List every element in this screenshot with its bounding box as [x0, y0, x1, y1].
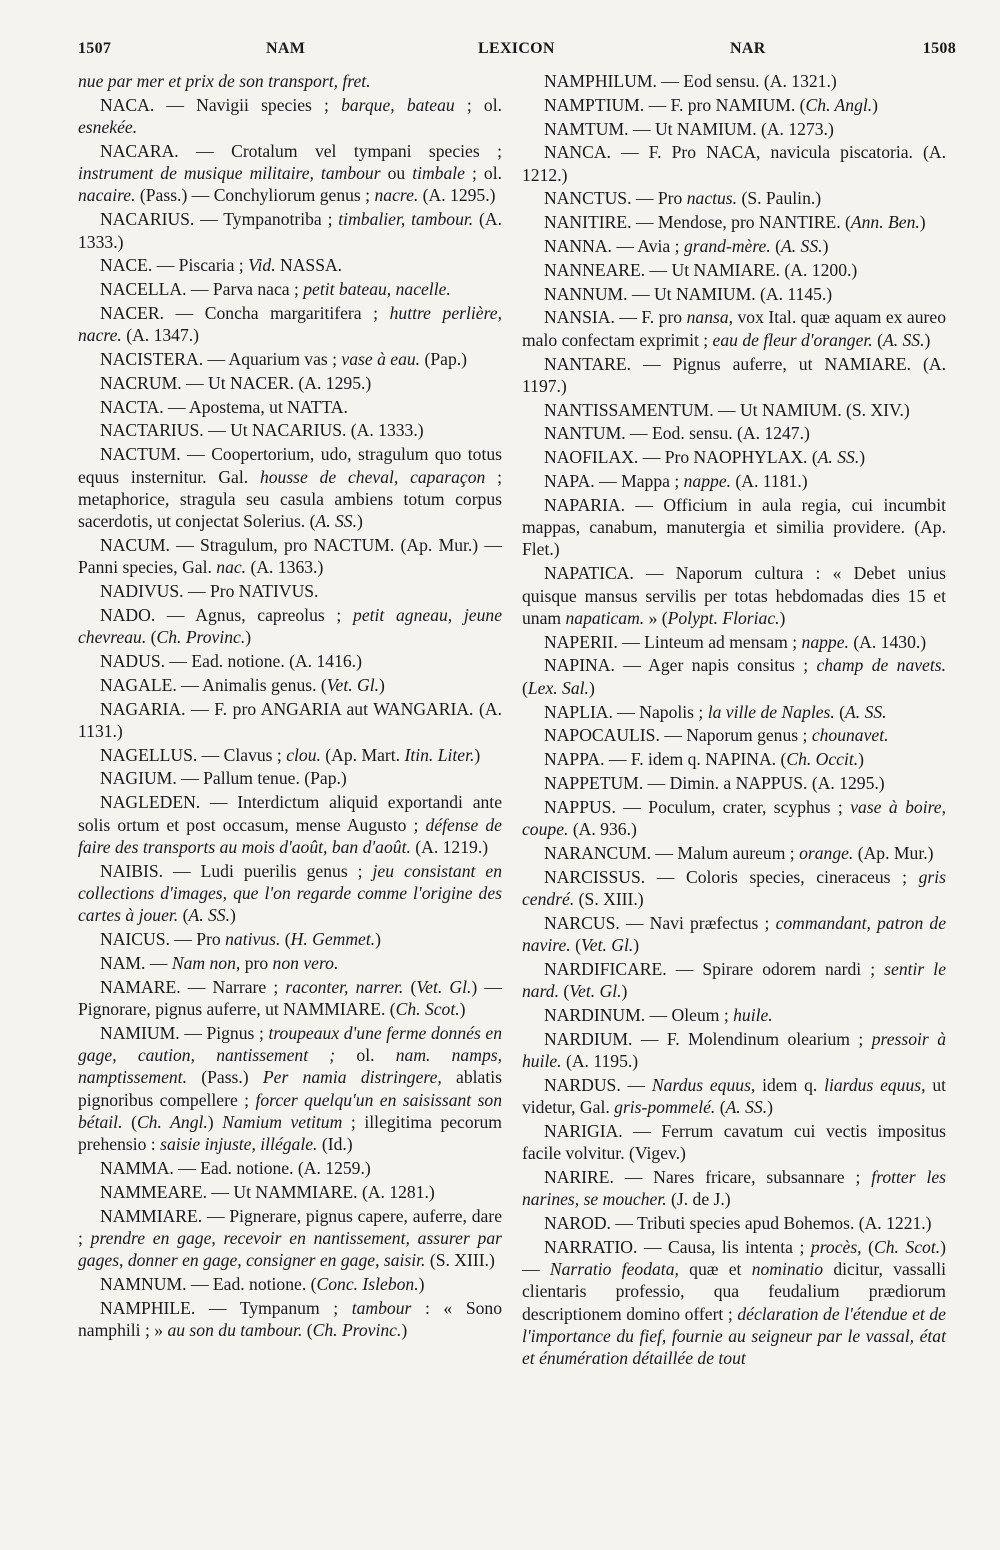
entry-text: quæ et — [678, 1259, 752, 1280]
entry-text: ) — [924, 329, 931, 350]
entry-text: idem q. — [755, 1074, 825, 1095]
dictionary-entry — [522, 94, 946, 116]
entry-text: ( — [715, 1097, 726, 1118]
entry-gloss-italic: pressoir à huile. — [522, 1028, 946, 1071]
entry-text: (A. 1363.) — [246, 557, 324, 578]
dictionary-entry — [78, 396, 502, 418]
dictionary-entry — [78, 650, 502, 672]
entry-text: NACRUM. — Ut NACER. (A. 1295.) — [100, 372, 372, 393]
entry-gloss-italic: A. SS. — [882, 329, 925, 350]
dictionary-entry — [522, 1028, 946, 1073]
entry-gloss-italic: Ch. Provinc. — [312, 1320, 402, 1341]
entry-text: ; ol. — [454, 94, 502, 115]
entry-text: ( — [861, 1236, 874, 1257]
entry-text: ( — [302, 1320, 313, 1341]
entry-gloss-italic: Nardus equus, — [651, 1074, 756, 1095]
entry-text: ) — [633, 934, 640, 955]
entry-gloss-italic: timbalier, tambour. — [338, 209, 474, 230]
entry-gloss-italic: raconter, narrer. — [285, 976, 404, 997]
entry-gloss-italic: nativus. — [225, 928, 281, 949]
dictionary-entry — [78, 254, 502, 276]
entry-text: NARDIFICARE. — Spirare odorem nardi ; — [544, 958, 885, 979]
entry-text: ) — — [522, 1236, 946, 1280]
entry-text: ) — [474, 744, 481, 765]
entry-text: ) — [919, 212, 926, 233]
entry-gloss-italic: non vero. — [272, 952, 339, 973]
entry-text: NACELLA. — Parva naca ; — [100, 279, 304, 300]
entry-text: ( — [558, 981, 570, 1002]
entry-text: NAMNUM. — Ead. notione. ( — [100, 1273, 317, 1294]
entry-text: NANNUM. — Ut NAMIUM. (A. 1145.) — [544, 283, 833, 304]
entry-text: : « Sono namphili ; » — [78, 1297, 502, 1341]
dictionary-entry — [78, 208, 502, 253]
entry-gloss-italic: troupeaux d'une ferme donnés en gage, caution, nantissement ; — [78, 1022, 502, 1065]
dictionary-entry — [78, 278, 502, 300]
dictionary-entry — [522, 1166, 946, 1211]
entry-text: NARRATIO. — Causa, lis intenta ; — [544, 1236, 811, 1257]
entry-text: NAOFILAX. — Pro NAOPHYLAX. ( — [544, 447, 818, 468]
entry-text: ) — Pignorare, pignus auferre, ut NAMMIARE. ( — [78, 976, 502, 1019]
right-page-number: 1508 — [922, 40, 956, 57]
dictionary-entry — [522, 306, 946, 351]
entry-gloss-italic: Per namia distringere, — [262, 1067, 442, 1088]
entry-text: NARIGIA. — Ferrum cavatum cui vectis impositus facile volvitur. (Vigev.) — [522, 1120, 946, 1164]
dictionary-entry — [522, 422, 946, 444]
entry-text: NAIBIS. — Ludi puerilis genus ; — [100, 860, 373, 881]
entry-text: NACARIUS. — Tympanotriba ; — [100, 209, 339, 230]
entry-text: NASSA. — [275, 255, 343, 276]
dictionary-entry — [78, 1181, 502, 1203]
entry-text: NANITIRE. — Mendose, pro NANTIRE. ( — [544, 212, 851, 233]
dictionary-entry — [522, 118, 946, 140]
dictionary-entry — [522, 772, 946, 794]
entry-text: NACTARIUS. — Ut NACARIUS. (A. 1333.) — [100, 420, 424, 441]
entry-text: dicitur, vassalli clientaris professio, qua feudalium prædiorum descriptionem domino offert ; — [522, 1259, 946, 1324]
entry-text: NAPA. — Mappa ; — [544, 471, 684, 492]
entry-text: NACARA. — Crotalum vel tympani species ; — [100, 140, 502, 161]
entry-text: ( — [770, 236, 782, 257]
dictionary-entry — [78, 698, 502, 743]
entry-text: NARDINUM. — Oleum ; — [544, 1004, 734, 1025]
entry-gloss-italic: Vet. Gl. — [416, 976, 472, 997]
entry-text: ( — [570, 934, 581, 955]
dictionary-entry — [78, 70, 502, 92]
entry-gloss-italic: nactus. — [686, 188, 738, 209]
entry-text: ; metaphorice, stragula seu casula ambiens totum corpus sacerdotis, ut conjectat Solerius. ( — [78, 466, 502, 532]
dictionary-entry — [78, 94, 502, 139]
entry-gloss-italic: Vet. Gl. — [580, 934, 634, 955]
entry-gloss-italic: nominatio — [751, 1259, 824, 1280]
entry-gloss-italic: frotter les narines, se moucher. — [522, 1166, 946, 1210]
entry-gloss-italic: déclaration de l'étendue et de l'importance du fief, fournie au seigneur par le vassal, état et énumération détaillée de tout — [522, 1303, 946, 1369]
entry-text: (A. 1195.) — [561, 1050, 639, 1071]
dictionary-entry — [522, 187, 946, 209]
dictionary-entry — [78, 1157, 502, 1179]
entry-text: NADO. — Agnus, capreolus ; — [100, 604, 354, 625]
dictionary-entry — [78, 534, 502, 579]
entry-gloss-italic: esnekée. — [78, 117, 138, 138]
entry-gloss-italic: nappe. — [801, 631, 849, 652]
entry-gloss-italic: A. SS. — [781, 236, 823, 257]
entry-text: ) — [822, 236, 829, 257]
dictionary-entry — [522, 748, 946, 770]
entry-gloss-italic: vase à eau. — [341, 349, 421, 370]
entry-gloss-italic: A. SS. — [188, 905, 230, 926]
entry-gloss-italic: eau de fleur d'oranger. — [712, 329, 873, 350]
entry-text: ) — [872, 94, 879, 115]
entry-text: ( — [146, 627, 157, 648]
entry-text: NAPPUS. — Poculum, crater, scyphus ; — [544, 796, 851, 817]
entry-text: (Id.) — [317, 1134, 353, 1155]
entry-text: ) — [858, 749, 865, 770]
dictionary-entry — [522, 912, 946, 957]
dictionary-entry — [78, 767, 502, 789]
entry-gloss-italic: petit bateau, nacelle. — [303, 279, 451, 300]
dictionary-entry — [78, 419, 502, 441]
entry-text: NAGELLUS. — Clavus ; — [100, 744, 287, 765]
entry-text: NARCUS. — Navi præfectus ; — [544, 912, 776, 933]
entry-text: NANCA. — F. Pro NACA, navicula piscatoria. (A. 1212.) — [522, 142, 946, 185]
entry-gloss-italic: liardus equus, — [824, 1074, 926, 1095]
dictionary-entry — [522, 796, 946, 841]
entry-gloss-italic: petit agneau, jeune chevreau. — [78, 604, 503, 648]
entry-gloss-italic: défense de faire des transports au mois d'août, ban d'août. — [78, 814, 502, 857]
entry-text: NAMMA. — Ead. notione. (A. 1259.) — [100, 1157, 371, 1178]
entry-text: ou — [380, 163, 413, 184]
entry-text: (Ap. Mur.) — [853, 842, 934, 863]
entry-gloss-italic: Ch. Occit. — [786, 749, 859, 770]
entry-text: (Pap.) — [420, 349, 467, 370]
entry-text: (A. 936.) — [568, 819, 637, 839]
dictionary-entry — [522, 235, 946, 257]
entry-text: NARCISSUS. — Coloris species, cineraceus ; — [544, 866, 919, 887]
dictionary-entry — [78, 443, 502, 532]
entry-gloss-italic: A. SS. — [725, 1097, 768, 1118]
entry-text: NARDUS. — — [544, 1074, 652, 1095]
entry-text: NACER. — Concha margaritifera ; — [100, 302, 390, 323]
entry-text: NAGARIA. — F. pro ANGARIA aut WANGARIA. (A. 1131.) — [78, 698, 502, 741]
dictionary-entry — [78, 1022, 502, 1156]
entry-text: ol. — [335, 1044, 396, 1065]
dictionary-entry — [522, 211, 946, 233]
entry-text: ) — [401, 1320, 408, 1341]
entry-text: (Pass.) — Conchyliorum genus ; — [135, 185, 375, 206]
entry-gloss-italic: prendre en gage, recevoir en nantissement, assurer par gages, donner en gage, consigner en gage, saisir. — [78, 1227, 502, 1271]
entry-text: ) — [779, 607, 786, 628]
dictionary-entry — [78, 372, 502, 394]
dictionary-entry — [522, 654, 946, 699]
entry-gloss-italic: timbale — [412, 163, 465, 184]
dictionary-entry — [522, 1074, 946, 1119]
entry-gloss-italic: chounavet. — [811, 725, 889, 746]
dictionary-entry — [522, 842, 946, 864]
dictionary-entry — [522, 562, 946, 629]
entry-text: (Ap. Mart. — [320, 744, 405, 765]
entry-text: pro — [240, 952, 273, 973]
entry-text: NANSIA. — F. pro — [544, 307, 687, 328]
entry-text: NAMPHILUM. — Eod sensu. (A. 1321.) — [544, 71, 837, 91]
dictionary-entry — [522, 1004, 946, 1026]
left-guide-word: NAM — [266, 40, 306, 57]
entry-gloss-italic: Ch. Angl. — [136, 1111, 208, 1132]
entry-text: NANCTUS. — Pro — [544, 188, 687, 209]
entry-text: NACA. — Navigii species ; — [100, 94, 342, 115]
entry-gloss-italic: au son du tambour. — [167, 1320, 303, 1341]
dictionary-entry — [522, 494, 946, 561]
entry-text: (S. XIII.) — [425, 1250, 495, 1271]
dictionary-entry — [522, 470, 946, 492]
entry-text: NAPARIA. — Officium in aula regia, cui incumbit mappas, canabum, manutergia et similia providere. (Ap. Flet.) — [522, 494, 946, 560]
dictionary-entry — [522, 353, 946, 398]
entry-text: NAMPHILE. — Tympanum ; — [100, 1297, 352, 1318]
entry-gloss-italic: saisie injuste, illégale. — [160, 1134, 318, 1155]
entry-text: ) — [245, 627, 252, 648]
dictionary-entry — [78, 791, 502, 858]
entry-gloss-italic: A. SS. — [845, 701, 887, 722]
entry-gloss-italic: nac. — [216, 557, 247, 578]
dictionary-entry — [522, 866, 946, 911]
dictionary-entry — [78, 860, 502, 927]
entry-text: NAICUS. — Pro — [100, 928, 226, 949]
entry-gloss-italic: Ch. Provinc. — [156, 627, 246, 648]
entry-text: ) — [207, 1111, 223, 1132]
entry-text: NAMTUM. — Ut NAMIUM. (A. 1273.) — [544, 118, 834, 139]
entry-text: NAPINA. — Ager napis consitus ; — [544, 655, 817, 676]
entry-gloss-italic: Ch. Angl. — [805, 94, 873, 115]
entry-text: ( — [122, 1111, 137, 1132]
entry-text: ( — [178, 905, 189, 926]
entry-text: NANNA. — Avia ; — [544, 236, 684, 257]
entry-gloss-italic: A. SS. — [817, 447, 860, 468]
entry-text: ) — [459, 998, 466, 1019]
entry-text: NAROD. — Tributi species apud Bohemos. (A. 1221.) — [544, 1213, 932, 1234]
entry-text: (A. 1181.) — [731, 471, 808, 492]
entry-text: NAGALE. — Animalis genus. ( — [100, 674, 327, 695]
entry-text: ) — [767, 1097, 773, 1118]
entry-text: ablatis pignoribus compellere ; — [78, 1067, 502, 1110]
entry-gloss-italic: Ch. Scot. — [395, 998, 460, 1019]
entry-text: ; ol. — [464, 163, 502, 184]
entry-text: ) — [357, 511, 363, 532]
entry-gloss-italic: Vet. Gl. — [569, 981, 622, 1002]
entry-gloss-italic: Namium vetitum — [222, 1111, 343, 1132]
entry-text: NADIVUS. — Pro NATIVUS. — [100, 581, 319, 602]
entry-text: NACE. — Piscaria ; — [100, 255, 249, 276]
running-header — [78, 36, 956, 66]
entry-gloss-italic: vase à boire, coupe. — [522, 796, 946, 839]
entry-text: NAM. — — [100, 952, 172, 973]
entry-text: NACUM. — Stragulum, pro NACTUM. (Ap. Mur.) — Panni species, Gal. — [78, 534, 502, 578]
entry-text: NAMPTIUM. — F. pro NAMIUM. ( — [544, 94, 806, 115]
entry-gloss-italic: tambour — [351, 1297, 412, 1318]
dictionary-entry — [78, 1273, 502, 1295]
entry-gloss-italic: housse de cheval, caparaçon — [259, 466, 486, 487]
entry-gloss-italic: huile. — [733, 1004, 773, 1025]
dictionary-entry — [78, 140, 502, 207]
entry-text: NANNEARE. — Ut NAMIARE. (A. 1200.) — [544, 259, 858, 280]
dictionary-entry — [78, 952, 502, 974]
dictionary-entry — [522, 701, 946, 723]
entry-gloss-italic: gris cendré. — [522, 866, 946, 909]
entry-text: NANTUM. — Eod. sensu. (A. 1247.) — [544, 423, 810, 444]
dictionary-entry — [522, 631, 946, 653]
dictionary-entry — [78, 976, 502, 1021]
dictionary-entry — [522, 141, 946, 186]
entry-text: ) — [379, 674, 385, 695]
entry-text: NAPPETUM. — Dimin. a NAPPUS. (A. 1295.) — [544, 772, 885, 793]
entry-text: (J. de J.) — [666, 1189, 731, 1210]
entry-text: (S. Paulin.) — [737, 188, 822, 209]
dictionary-entry — [78, 348, 502, 370]
entry-gloss-italic: nue par mer et prix de son transport, fret. — [78, 71, 371, 91]
entry-gloss-italic: nacaire. — [78, 185, 136, 206]
lexicon-title: LEXICON — [478, 40, 555, 57]
entry-text: (A. 1430.) — [848, 631, 927, 652]
dictionary-entry — [522, 724, 946, 746]
entry-gloss-italic: instrument de musique militaire, tambour — [78, 163, 381, 184]
right-guide-word: NAR — [730, 40, 766, 57]
entry-gloss-italic: Ann. Ben. — [850, 212, 920, 233]
entry-gloss-italic: sentir le nard. — [522, 958, 946, 1002]
entry-text: ) — [230, 905, 236, 926]
entry-gloss-italic: clou. — [286, 744, 321, 765]
entry-text: (A. 1219.) — [410, 836, 489, 857]
entry-gloss-italic: champ de navets. — [816, 655, 947, 676]
entry-gloss-italic: huttre perlière, nacre. — [78, 302, 502, 346]
entry-gloss-italic: Nam non, — [171, 952, 241, 973]
dictionary-entry — [78, 674, 502, 696]
left-page-number: 1507 — [78, 40, 112, 57]
entry-text: (A. 1295.) — [418, 185, 496, 206]
entry-text: NADUS. — Ead. notione. (A. 1416.) — [100, 650, 362, 671]
dictionary-entry — [522, 1236, 946, 1370]
entry-gloss-italic: napaticam. — [565, 607, 645, 628]
dictionary-entry — [522, 1212, 946, 1234]
entry-text: ) — [621, 981, 628, 1002]
entry-gloss-italic: A. SS. — [315, 511, 357, 532]
entry-text: ) — [418, 1273, 425, 1294]
entry-text: ) — [859, 447, 866, 468]
dictionary-entry — [78, 1297, 502, 1342]
entry-text: ( — [403, 976, 417, 997]
dictionary-entry — [78, 744, 502, 766]
entry-text: NANTISSAMENTUM. — Ut NAMIUM. (S. XIV.) — [544, 399, 910, 420]
entry-gloss-italic: Ch. Scot. — [873, 1236, 941, 1257]
entry-text: NARIRE. — Nares fricare, subsannare ; — [544, 1166, 872, 1187]
entry-gloss-italic: Conc. Islebon. — [316, 1273, 419, 1294]
entry-text: ( — [280, 928, 291, 949]
entry-gloss-italic: nam. namps, namptissement. — [78, 1044, 502, 1088]
entry-text: NAMARE. — Narrare ; — [100, 976, 286, 997]
entry-gloss-italic: nacre. — [374, 185, 419, 206]
entry-gloss-italic: Narratio feodata, — [549, 1259, 679, 1280]
entry-text: ( — [872, 329, 883, 350]
dictionary-entry — [522, 283, 946, 305]
entry-text: NAGIUM. — Pallum tenue. (Pap.) — [100, 768, 347, 789]
entry-text: (A. 1333.) — [78, 209, 502, 252]
entry-text: NACTA. — Apostema, ut NATTA. — [100, 396, 348, 417]
entry-text: ) — [375, 928, 382, 949]
entry-text: ) — [588, 677, 595, 698]
entry-gloss-italic: jeu consistant en collections d'images, que l'on regarde comme l'origine des cartes à jouer. — [78, 860, 502, 926]
entry-text: ; illegitima pecorum prehensio : — [78, 1111, 502, 1155]
entry-gloss-italic: Vet. Gl. — [326, 674, 380, 695]
entry-gloss-italic: procès, — [810, 1236, 862, 1257]
entry-text: NAGLEDEN. — Interdictum aliquid exportandi ante solis ortum et post occasum, mense Augusto ; — [78, 792, 502, 835]
entry-text: NACISTERA. — Aquarium vas ; — [100, 349, 342, 370]
entry-text: NAPPA. — F. idem q. NAPINA. ( — [544, 749, 787, 770]
dictionary-entry — [522, 399, 946, 421]
entry-gloss-italic: grand-mère. — [683, 236, 771, 257]
entry-text: NANTARE. — Pignus auferre, ut NAMIARE. (A. 1197.) — [522, 353, 946, 396]
entry-text: ( — [522, 677, 528, 698]
entry-text: NAPERII. — Linteum ad mensam ; — [544, 631, 802, 652]
entry-gloss-italic: H. Gemmet. — [290, 928, 376, 949]
entry-gloss-italic: gris-pommelé. — [614, 1097, 716, 1118]
dictionary-entry — [78, 1205, 502, 1272]
entry-text: (Pass.) — [186, 1067, 263, 1088]
entry-gloss-italic: Polypt. Floriac. — [667, 607, 780, 628]
dictionary-entry — [78, 928, 502, 950]
entry-gloss-italic: nansa, — [686, 307, 734, 328]
entry-gloss-italic: orange. — [799, 842, 854, 863]
entry-gloss-italic: la ville de Naples. — [707, 701, 835, 722]
entry-gloss-italic: barque, bateau — [341, 94, 455, 115]
dictionary-entry — [78, 302, 502, 347]
dictionary-entry — [522, 70, 946, 92]
entry-text: ( — [834, 701, 846, 722]
dictionary-entry — [78, 580, 502, 602]
dictionary-entry — [78, 604, 502, 649]
entry-text: » ( — [644, 607, 668, 628]
dictionary-entry — [522, 958, 946, 1003]
entry-text: NARDIUM. — F. Molendinum olearium ; — [544, 1028, 872, 1049]
entry-text: (S. XIII.) — [574, 888, 644, 909]
entry-text: (A. 1347.) — [121, 325, 200, 346]
entry-text: NAPLIA. — Napolis ; — [544, 701, 708, 722]
entry-gloss-italic: Lex. Sal. — [527, 677, 589, 698]
entry-text: vox Ital. quæ aquam ex aureo malo confectam exprimit ; — [522, 307, 947, 350]
entry-text: NAMMEARE. — Ut NAMMIARE. (A. 1281.) — [100, 1181, 435, 1202]
entry-text: ut videtur, Gal. — [522, 1074, 947, 1118]
entry-text: NAPOCAULIS. — Naporum genus ; — [544, 725, 812, 746]
entry-gloss-italic: forcer quelqu'un en saisissant son bétail. — [78, 1089, 503, 1132]
entry-gloss-italic: commandant, patron de navire. — [522, 912, 947, 955]
left-column — [78, 70, 502, 1343]
entry-text: NAMIUM. — Pignus ; — [100, 1022, 269, 1043]
entry-gloss-italic: Vid. — [248, 255, 276, 276]
entry-gloss-italic: Itin. Liter. — [404, 744, 475, 765]
entry-text: NACTUM. — Coopertorium, udo, stragulum quo totus equus insternitur. Gal. — [78, 444, 502, 487]
entry-gloss-italic: nappe. — [683, 471, 732, 492]
entry-text: NAPATICA. — Naporum cultura : « Debet unius quisque mansus servilis per totas hebdomadas dies 15 et unam — [522, 563, 946, 628]
right-column — [522, 70, 946, 1371]
entry-text: NARANCUM. — Malum aureum ; — [544, 842, 800, 863]
dictionary-entry — [522, 259, 946, 281]
dictionary-entry — [522, 446, 946, 468]
dictionary-entry — [522, 1120, 946, 1165]
entry-text: NAMMIARE. — Pignerare, pignus capere, auferre, dare ; — [78, 1205, 502, 1248]
